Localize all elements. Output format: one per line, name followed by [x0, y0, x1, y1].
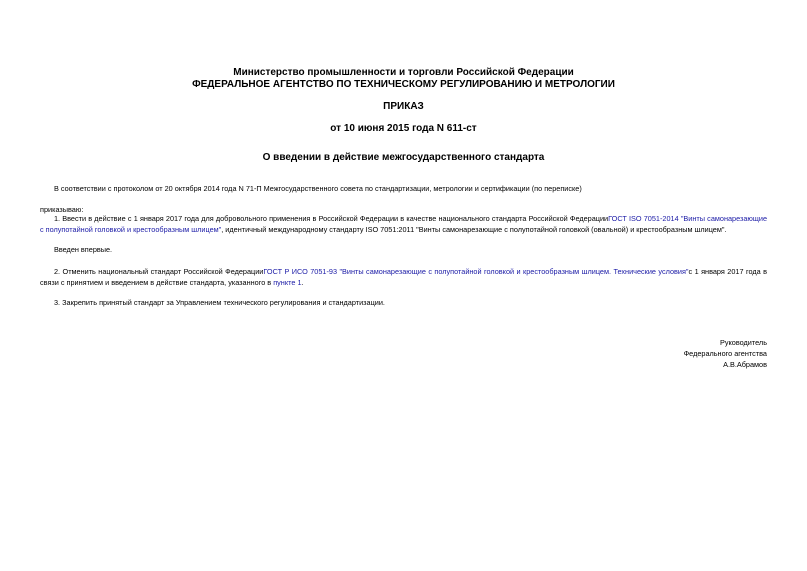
- agency-heading: ФЕДЕРАЛЬНОЕ АГЕНТСТВО ПО ТЕХНИЧЕСКОМУ РЕГУЛИРОВАНИЮ И МЕТРОЛОГИИ: [192, 79, 615, 90]
- signature-name: А.В.Абрамов: [723, 360, 767, 369]
- signature-position-1: Руководитель: [719, 338, 767, 347]
- doc-date: от 10 июня 2015 года N 611-ст: [330, 123, 477, 134]
- introduced-note: Введен впервые.: [54, 245, 113, 254]
- preamble-paragraph: В соответствии с протоколом от 20 октября 2014 года N 71-П Межгосударственного совета по стандартизации, метрологии и сертификации (по переписке): [54, 184, 582, 193]
- doc-type-heading: ПРИКАЗ: [383, 101, 424, 112]
- item-2-text-mid: с 1 января 2017 года в связи с принятием и введением в действие стандарта, указанного в: [40, 267, 767, 287]
- order-word: приказываю:: [40, 205, 84, 214]
- item-1-text-start: 1. Ввести в действие с 1 января 2017 года для добровольного применения в Российской Федерации в качестве национального стандарта Российской Федерации: [54, 214, 609, 223]
- item-1-paragraph: [40, 214, 767, 235]
- item-2-text-start: 2. Отменить национальный стандарт Российской Федерации: [54, 267, 264, 276]
- item-1-reference-link[interactable]: пункте 1: [273, 277, 302, 287]
- item-1-text-end: , идентичный международному стандарту ISO 7051:2011 "Винты самонарезающие с полупотайной головкой (овальной) и крестообразным шлицем".: [221, 224, 727, 234]
- ministry-heading: Министерство промышленности и торговли Российской Федерации: [233, 67, 574, 78]
- gost-iso-7051-2014-link[interactable]: ГОСТ ISO 7051-2014 "Винты самонарезающие с полупотайной головкой и крестообразным шлицем": [40, 214, 768, 234]
- doc-title: О введении в действие межгосударственного стандарта: [262, 152, 545, 163]
- item-3-paragraph: 3. Закрепить принятый стандарт за Управлением технического регулирования и стандартизации.: [54, 298, 385, 307]
- item-2-text-end: .: [301, 277, 304, 287]
- gost-r-iso-7051-93-link[interactable]: ГОСТ Р ИСО 7051-93 "Винты самонарезающие с полупотайной головкой и крестообразным шлицем. Технические условия": [263, 267, 689, 276]
- item-2-paragraph: [40, 267, 767, 288]
- signature-position-2: Федерального агентства: [683, 349, 767, 358]
